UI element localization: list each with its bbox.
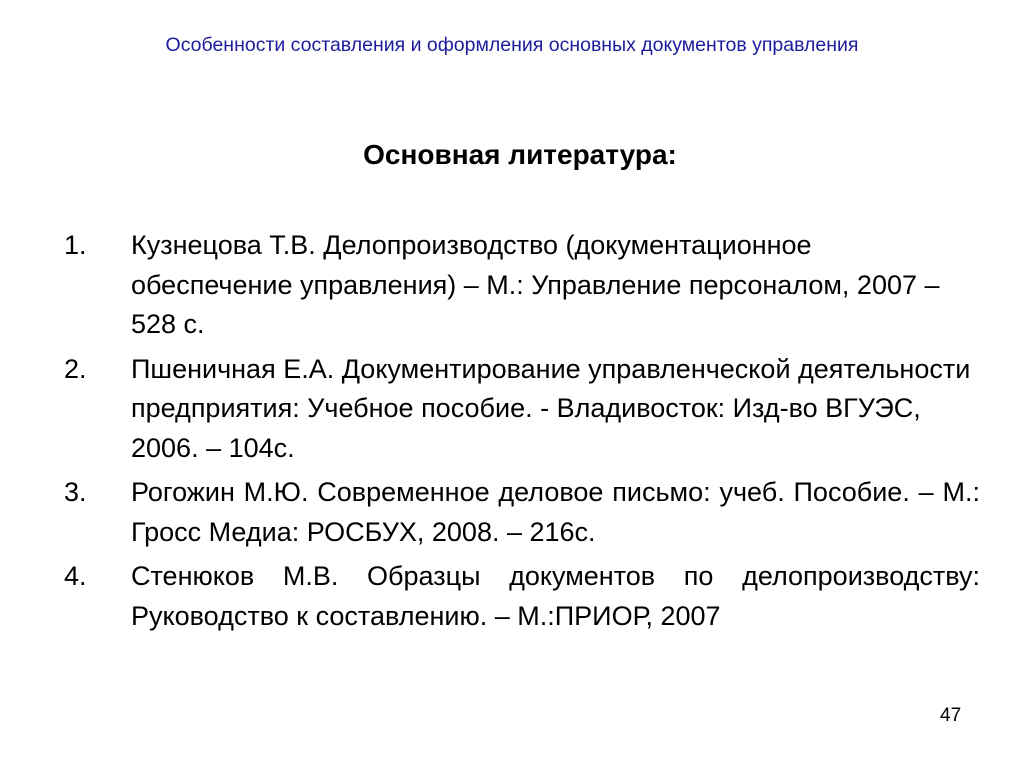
literature-list [64, 226, 980, 641]
list-item-text: Стенюков М.В. Образцы документов по делопроизводству: Руководство к составлению. – М.:ПРИОР, 2007 [131, 561, 980, 631]
list-item [64, 557, 980, 636]
list-item-number: 1. [64, 230, 87, 260]
list-item-text: Рогожин М.Ю. Современное деловое письмо: учеб. Пособие. – М.: Гросс Медиа: РОСБУХ, 2008. – 216с. [131, 477, 980, 547]
list-item-number: 3. [64, 477, 87, 507]
list-item [64, 350, 980, 469]
list-item-number: 2. [64, 353, 87, 384]
section-heading: Основная литература: [363, 139, 677, 170]
list-item [64, 473, 980, 552]
page-number: 47 [940, 705, 962, 726]
list-item-number: 4. [64, 561, 87, 591]
list-item [64, 226, 980, 345]
slide-header-title: Особенности составления и оформления основных документов управления [165, 34, 859, 56]
list-item-text: Кузнецова Т.В. Делопроизводство (документационное обеспечение управления) – М.: Управление персоналом, 2007 – 528 с. [131, 230, 940, 339]
list-item-text: Пшеничная Е.А. Документирование управленческой деятельности предприятия: Учебное пособие. - Владивосток: Изд-во ВГУЭС, 2006. – 104с. [131, 353, 971, 463]
